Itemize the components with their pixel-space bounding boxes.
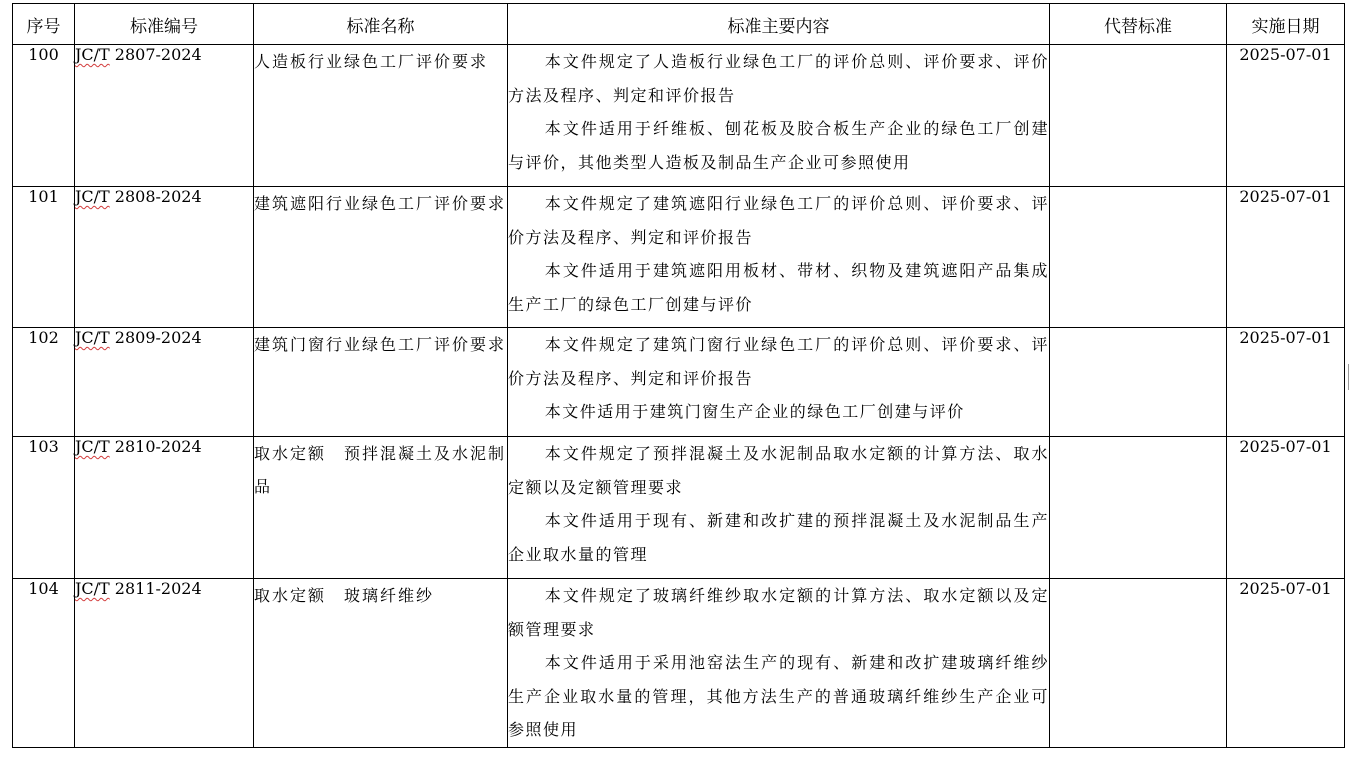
code-number: 2809-2024	[109, 328, 202, 347]
table-row	[13, 328, 1345, 437]
row-name: 建筑门窗行业绿色工厂评价要求	[254, 328, 508, 437]
table-row	[13, 579, 1345, 748]
row-content	[508, 579, 1050, 748]
code-prefix: JC/T	[75, 437, 110, 456]
code-prefix: JC/T	[75, 328, 110, 347]
code-prefix: JC/T	[75, 187, 110, 206]
content-scope-paragraph: 本文件规定了建筑门窗行业绿色工厂的评价总则、评价要求、评价方法及程序、判定和评价报告	[508, 335, 1049, 388]
row-date: 2025-07-01	[1227, 579, 1345, 748]
row-replace	[1050, 45, 1227, 187]
content-applicability-paragraph: 本文件适用于现有、新建和改扩建的预拌混凝土及水泥制品生产企业取水量的管理	[508, 511, 1049, 564]
content-scope-paragraph: 本文件规定了建筑遮阳行业绿色工厂的评价总则、评价要求、评价方法及程序、判定和评价报告	[508, 194, 1049, 247]
row-date: 2025-07-01	[1227, 187, 1345, 328]
code-prefix: JC/T	[75, 579, 110, 598]
header-replace: 代替标准	[1050, 4, 1227, 45]
row-code	[75, 45, 254, 187]
row-name: 人造板行业绿色工厂评价要求	[254, 45, 508, 187]
table-row	[13, 437, 1345, 579]
row-code	[75, 328, 254, 437]
header-content: 标准主要内容	[508, 4, 1050, 45]
row-content	[508, 328, 1050, 437]
code-number: 2811-2024	[109, 579, 202, 598]
row-code	[75, 437, 254, 579]
standards-table	[12, 3, 1345, 748]
content-applicability-paragraph: 本文件适用于建筑门窗生产企业的绿色工厂创建与评价	[544, 402, 965, 421]
header-seq: 序号	[13, 4, 75, 45]
row-date: 2025-07-01	[1227, 437, 1345, 579]
page-edge-marker	[1348, 364, 1352, 390]
content-applicability-paragraph: 本文件适用于建筑遮阳用板材、带材、织物及建筑遮阳产品集成生产工厂的绿色工厂创建与评价	[508, 261, 1049, 314]
code-number: 2810-2024	[109, 437, 202, 456]
header-code: 标准编号	[75, 4, 254, 45]
row-seq: 101	[13, 187, 75, 328]
row-replace	[1050, 437, 1227, 579]
row-seq: 100	[13, 45, 75, 187]
row-code	[75, 187, 254, 328]
row-content	[508, 437, 1050, 579]
row-code	[75, 579, 254, 748]
row-name: 取水定额 玻璃纤维纱	[254, 579, 508, 748]
table-row	[13, 45, 1345, 187]
content-scope-paragraph: 本文件规定了预拌混凝土及水泥制品取水定额的计算方法、取水定额以及定额管理要求	[508, 444, 1049, 497]
row-content	[508, 45, 1050, 187]
row-seq: 102	[13, 328, 75, 437]
header-name: 标准名称	[254, 4, 508, 45]
table-header-row	[13, 4, 1345, 45]
content-scope-paragraph: 本文件规定了人造板行业绿色工厂的评价总则、评价要求、评价方法及程序、判定和评价报告	[508, 52, 1049, 105]
table-row	[13, 187, 1345, 328]
content-scope-paragraph: 本文件规定了玻璃纤维纱取水定额的计算方法、取水定额以及定额管理要求	[508, 586, 1049, 639]
row-name: 取水定额 预拌混凝土及水泥制品	[254, 437, 508, 579]
content-applicability-paragraph: 本文件适用于采用池窑法生产的现有、新建和改扩建玻璃纤维纱生产企业取水量的管理，其他方法生产的普通玻璃纤维纱生产企业可参照使用	[508, 653, 1049, 739]
row-replace	[1050, 328, 1227, 437]
code-prefix: JC/T	[75, 45, 110, 64]
header-date: 实施日期	[1227, 4, 1345, 45]
row-replace	[1050, 579, 1227, 748]
row-content	[508, 187, 1050, 328]
row-seq: 104	[13, 579, 75, 748]
row-name: 建筑遮阳行业绿色工厂评价要求	[254, 187, 508, 328]
code-number: 2807-2024	[109, 45, 202, 64]
code-number: 2808-2024	[109, 187, 202, 206]
content-applicability-paragraph: 本文件适用于纤维板、刨花板及胶合板生产企业的绿色工厂创建与评价，其他类型人造板及制品生产企业可参照使用	[508, 119, 1049, 172]
row-replace	[1050, 187, 1227, 328]
row-date: 2025-07-01	[1227, 45, 1345, 187]
row-seq: 103	[13, 437, 75, 579]
row-date: 2025-07-01	[1227, 328, 1345, 437]
